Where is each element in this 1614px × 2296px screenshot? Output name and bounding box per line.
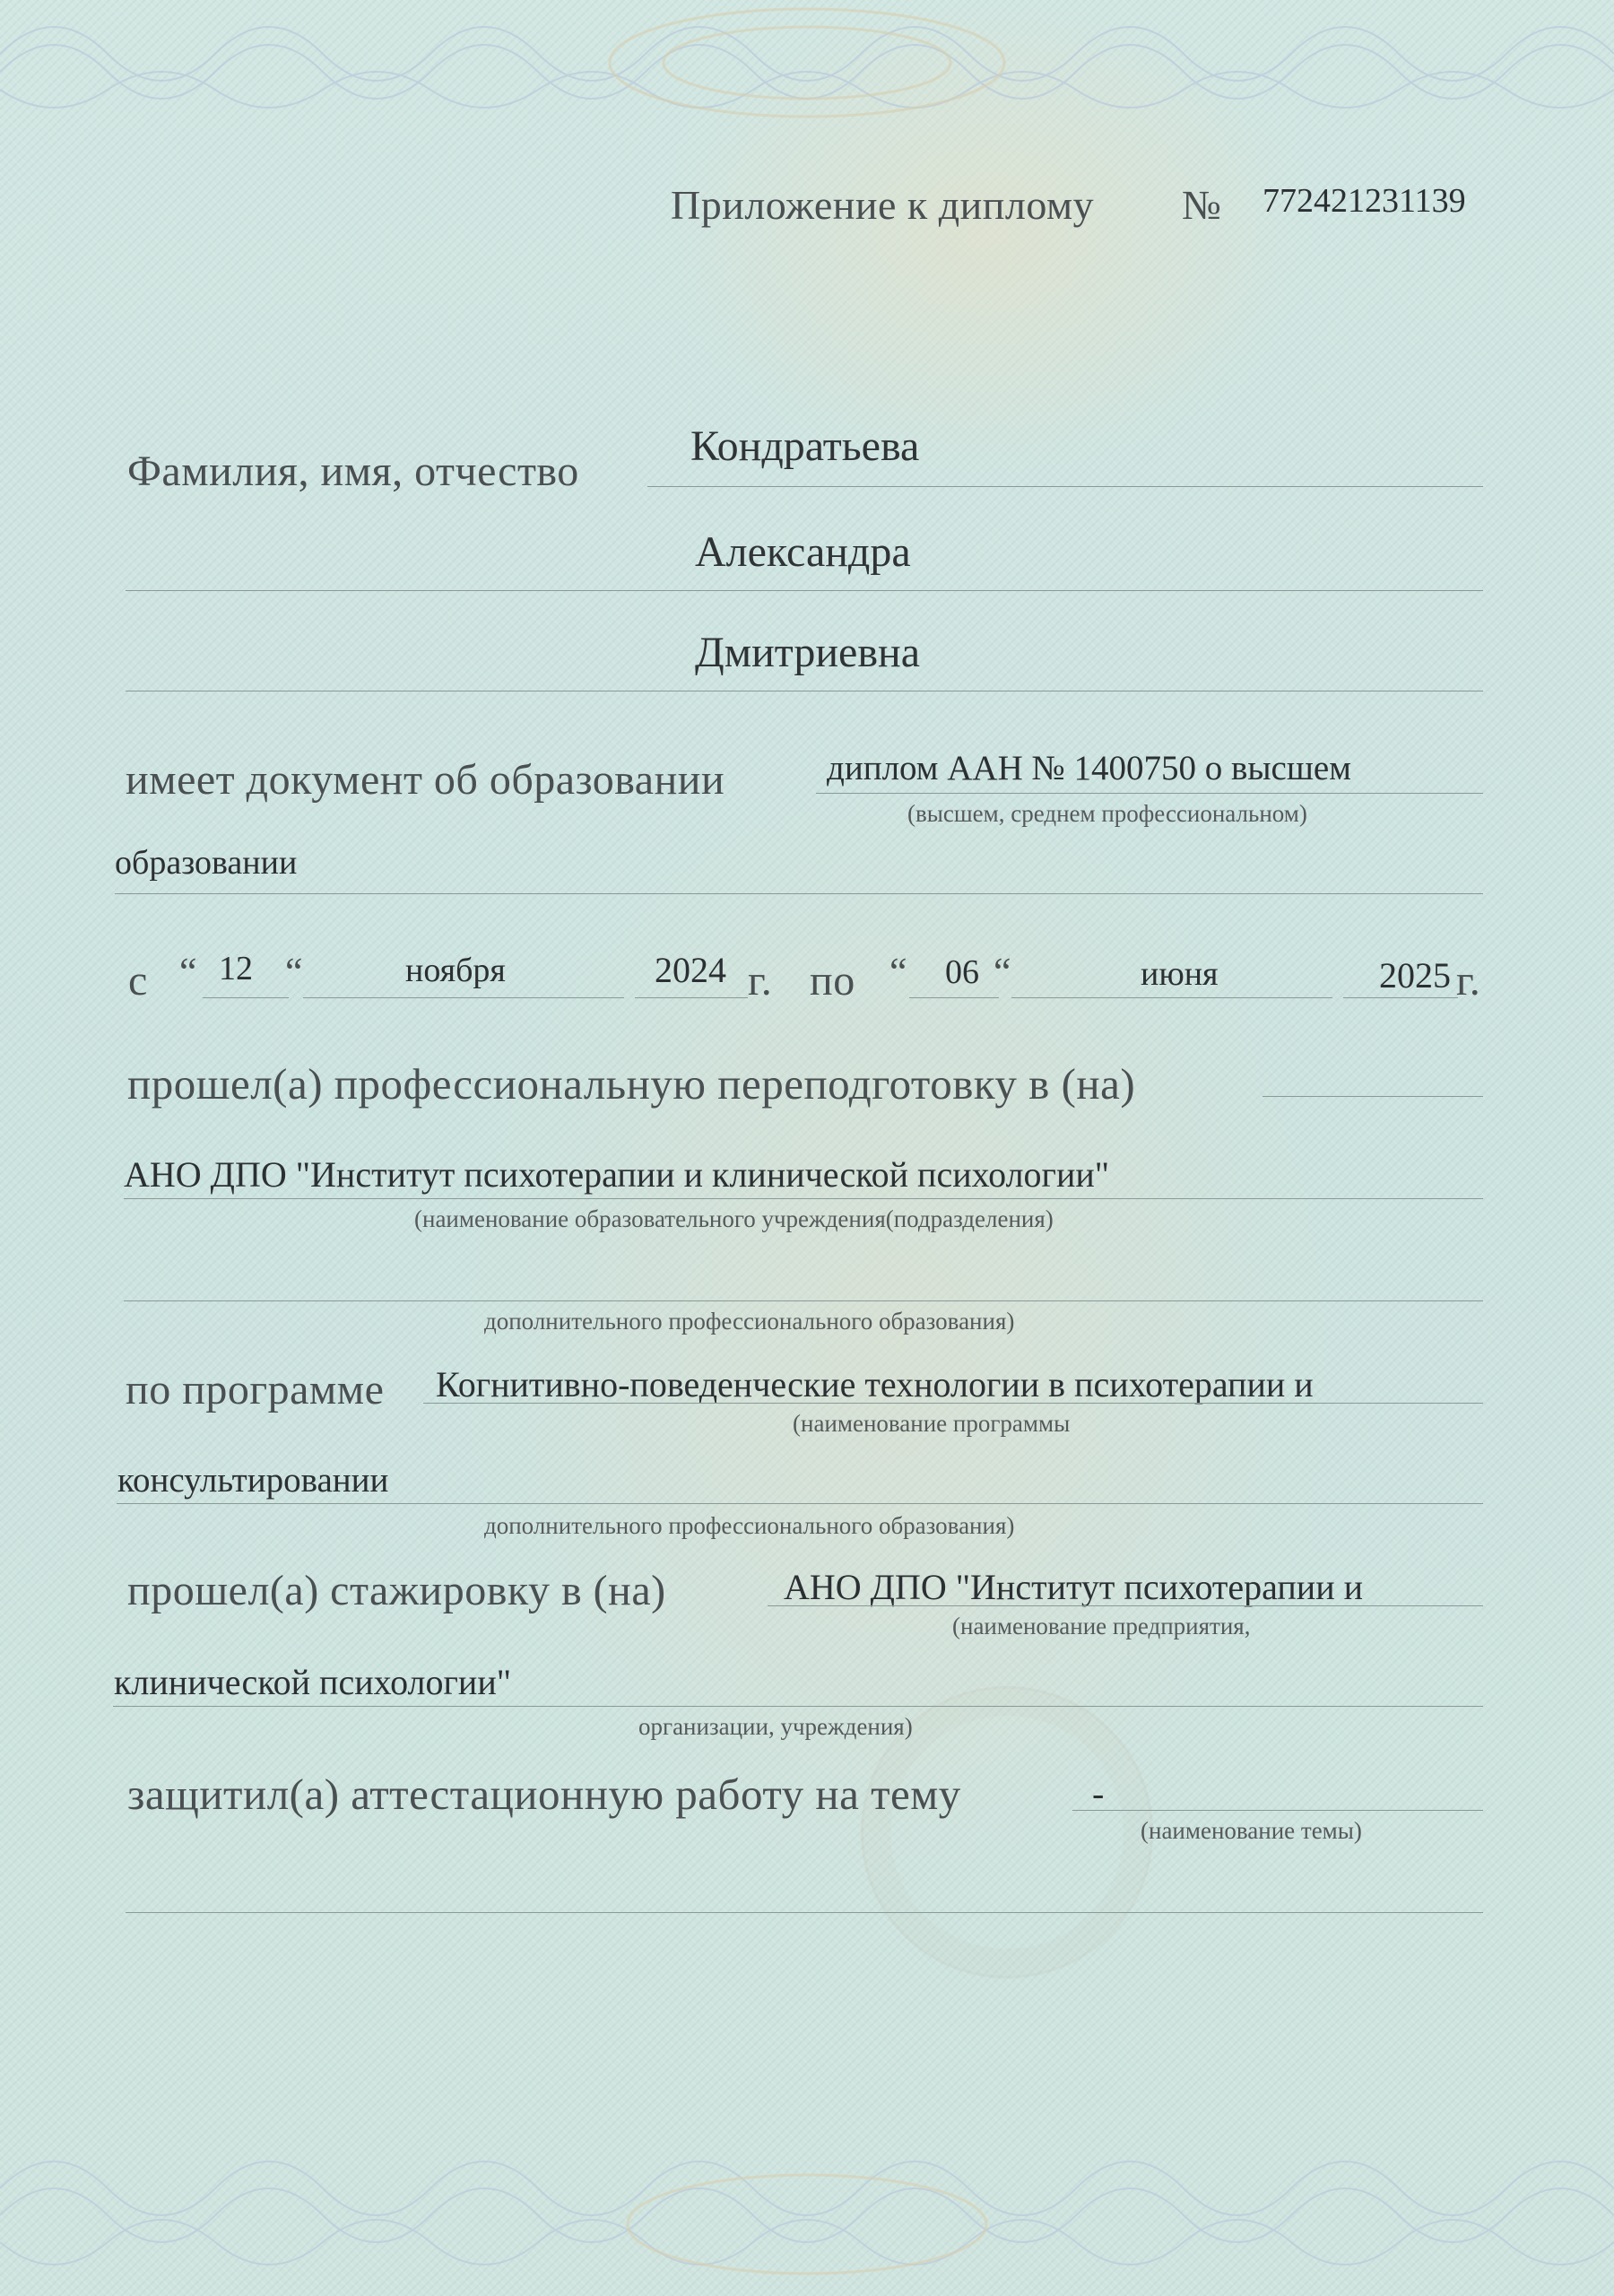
period-to-prefix: по bbox=[810, 957, 855, 1004]
period-to-month: июня bbox=[1141, 955, 1219, 993]
internship-value: АНО ДПО "Институт психотерапии и bbox=[784, 1567, 1364, 1607]
first-name: Александра bbox=[695, 528, 911, 576]
retraining-extra-line bbox=[124, 1300, 1483, 1301]
guilloche-band-top bbox=[0, 0, 1614, 135]
internship-line bbox=[768, 1605, 1483, 1606]
appendix-title: Приложение к диплому bbox=[671, 182, 1095, 228]
retraining-institution-line bbox=[124, 1198, 1483, 1199]
retraining-label: прошел(а) профессиональную переподготовку в (на) bbox=[127, 1059, 1136, 1109]
period-from-year-suffix: г. bbox=[748, 957, 773, 1004]
thesis-line bbox=[1072, 1810, 1483, 1811]
internship-caption-1: (наименование предприятия, bbox=[952, 1613, 1251, 1639]
internship-line-2 bbox=[113, 1706, 1483, 1707]
first-name-line bbox=[126, 590, 1483, 591]
period-from-year-line bbox=[635, 997, 748, 998]
internship-caption-2: организации, учреждения) bbox=[638, 1713, 913, 1740]
program-line-2 bbox=[117, 1503, 1483, 1504]
patronymic: Дмитриевна bbox=[695, 629, 921, 676]
period-from-prefix: с bbox=[128, 957, 148, 1004]
period-to-year: 2025 bbox=[1379, 955, 1451, 996]
last-name-line bbox=[647, 486, 1483, 487]
period-to-year-line bbox=[1343, 997, 1458, 998]
retraining-caption-2: дополнительного профессионального образования) bbox=[484, 1308, 1015, 1335]
period-from-month: ноября bbox=[405, 952, 506, 989]
program-caption-2: дополнительного профессионального образования) bbox=[484, 1512, 1015, 1539]
thesis-line-2 bbox=[126, 1912, 1483, 1913]
number-sign: № bbox=[1182, 182, 1222, 228]
period-to-year-suffix: г. bbox=[1456, 957, 1481, 1004]
quote-close-from: “ bbox=[285, 950, 304, 994]
quote-open-from: “ bbox=[179, 950, 198, 994]
program-line bbox=[423, 1403, 1483, 1404]
retraining-caption-1: (наименование образовательного учреждения(подразделения) bbox=[414, 1205, 1054, 1232]
retraining-label-line bbox=[1263, 1096, 1483, 1097]
last-name: Кондратьева bbox=[690, 422, 920, 470]
period-from-year: 2024 bbox=[655, 950, 726, 990]
thesis-label: защитил(а) аттестационную работу на тему bbox=[127, 1770, 961, 1819]
program-value: Когнитивно-поведенческие технологии в психотерапии и bbox=[436, 1364, 1314, 1405]
internship-label: прошел(а) стажировку в (на) bbox=[127, 1567, 666, 1614]
period-from-day: 12 bbox=[219, 950, 253, 987]
education-document-line-2 bbox=[115, 893, 1483, 894]
program-caption-1: (наименование программы bbox=[793, 1410, 1071, 1437]
guilloche-band-bottom bbox=[0, 2135, 1614, 2296]
full-name-label: Фамилия, имя, отчество bbox=[127, 448, 579, 495]
period-from-day-line bbox=[203, 997, 289, 998]
education-document-value: диплом ААН № 1400750 о высшем bbox=[827, 749, 1351, 787]
education-document-value-2: образовании bbox=[115, 844, 298, 882]
education-document-line bbox=[816, 793, 1483, 794]
quote-open-to: “ bbox=[889, 950, 908, 994]
quote-close-to: “ bbox=[994, 950, 1012, 994]
period-to-day: 06 bbox=[945, 953, 979, 991]
internship-value-2: клинической психологии" bbox=[114, 1662, 512, 1702]
education-document-label: имеет документ об образовании bbox=[126, 756, 725, 804]
program-label: по программе bbox=[126, 1366, 385, 1413]
period-to-day-line bbox=[909, 997, 999, 998]
period-from-month-line bbox=[303, 997, 624, 998]
thesis-value: - bbox=[1092, 1773, 1105, 1813]
education-document-caption: (высшем, среднем профессиональном) bbox=[907, 800, 1307, 827]
retraining-institution: АНО ДПО "Институт психотерапии и клинической психологии" bbox=[124, 1154, 1110, 1195]
period-to-month-line bbox=[1011, 997, 1332, 998]
diploma-number: 772421231139 bbox=[1263, 182, 1466, 220]
program-value-2: консультировании bbox=[117, 1461, 389, 1500]
thesis-caption: (наименование темы) bbox=[1141, 1817, 1362, 1844]
